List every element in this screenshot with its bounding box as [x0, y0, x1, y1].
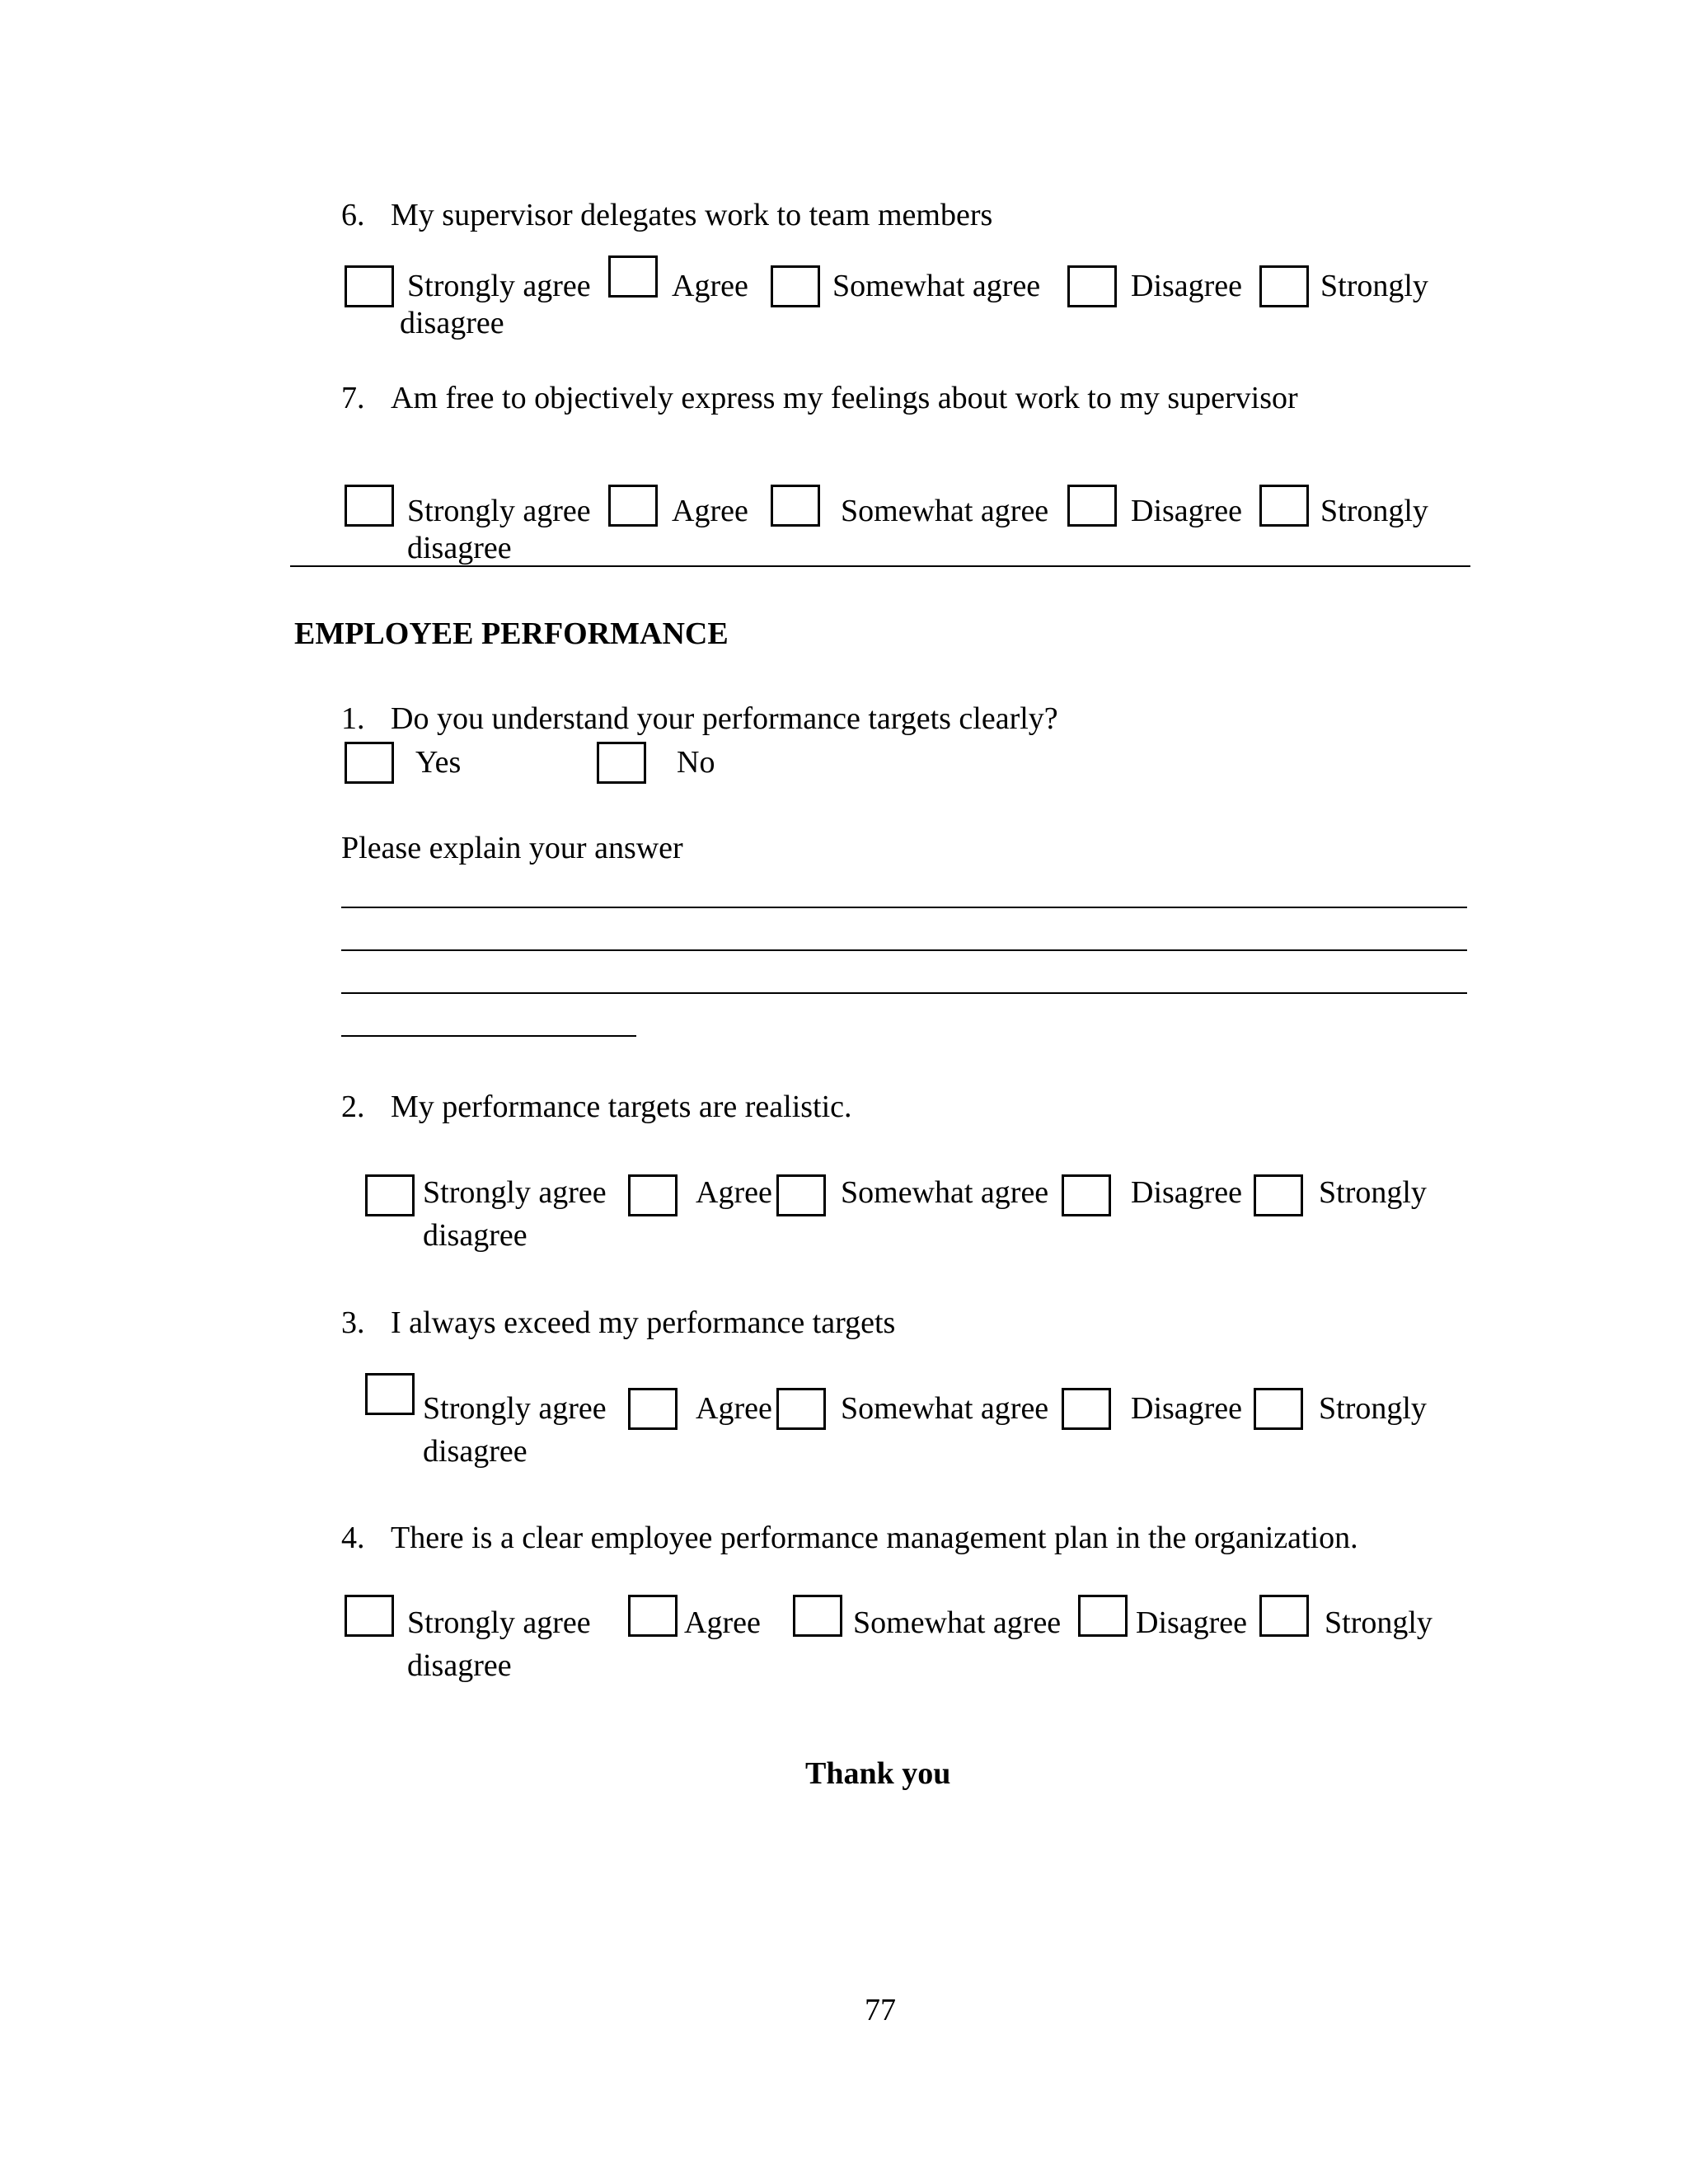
question-text: There is a clear employee performance management plan in the organization. — [391, 1521, 1358, 1555]
option-label: Strongly — [1320, 269, 1428, 303]
checkbox-somewhat-agree[interactable] — [793, 1595, 842, 1637]
closing-text: Thank you — [805, 1756, 951, 1791]
option-label: Somewhat agree — [841, 494, 1049, 528]
question-number: 4. — [341, 1521, 365, 1555]
option-label: Somewhat agree — [841, 1391, 1049, 1426]
option-label: Strongly agree — [407, 1605, 591, 1640]
answer-line[interactable] — [341, 992, 1467, 994]
option-label: Somewhat agree — [853, 1605, 1062, 1640]
checkbox-disagree[interactable] — [1067, 485, 1117, 527]
option-label: Strongly — [1319, 1175, 1427, 1210]
checkbox-somewhat-agree[interactable] — [771, 485, 820, 527]
section-heading: EMPLOYEE PERFORMANCE — [294, 616, 729, 651]
answer-line[interactable] — [341, 949, 1467, 951]
question-text: My performance targets are realistic. — [391, 1090, 852, 1124]
option-label-wrap: disagree — [407, 1648, 512, 1683]
option-label: Agree — [672, 494, 748, 528]
answer-line[interactable] — [341, 1035, 636, 1037]
option-label: Strongly agree — [423, 1391, 607, 1426]
page-number: 77 — [865, 1993, 896, 2027]
question-number: 3. — [341, 1305, 365, 1340]
option-label: No — [677, 745, 715, 780]
question-text: My supervisor delegates work to team members — [391, 198, 993, 232]
option-label: Disagree — [1131, 1175, 1243, 1210]
option-label: Disagree — [1131, 494, 1243, 528]
checkbox-strongly-agree[interactable] — [365, 1373, 415, 1415]
option-label: Strongly — [1320, 494, 1428, 528]
option-label: Disagree — [1131, 269, 1243, 303]
option-label: Disagree — [1131, 1391, 1243, 1426]
question-text: Do you understand your performance targets clearly? — [391, 701, 1058, 736]
option-label: Agree — [684, 1605, 761, 1640]
checkbox-disagree[interactable] — [1078, 1595, 1128, 1637]
option-label-wrap: disagree — [423, 1434, 528, 1469]
section-divider — [290, 565, 1470, 567]
option-label: Agree — [696, 1175, 772, 1210]
checkbox-strongly-disagree[interactable] — [1259, 265, 1309, 307]
checkbox-strongly-agree[interactable] — [345, 1595, 394, 1637]
checkbox-somewhat-agree[interactable] — [776, 1174, 826, 1216]
option-label: Yes — [415, 745, 462, 780]
question-number: 6. — [341, 198, 365, 232]
option-label-wrap: disagree — [407, 531, 512, 565]
checkbox-strongly-agree[interactable] — [345, 485, 394, 527]
question-number: 2. — [341, 1090, 365, 1124]
option-label: Agree — [672, 269, 748, 303]
option-label: Somewhat agree — [841, 1175, 1049, 1210]
checkbox-strongly-agree[interactable] — [365, 1174, 415, 1216]
checkbox-agree[interactable] — [628, 1388, 678, 1430]
checkbox-somewhat-agree[interactable] — [776, 1388, 826, 1430]
option-label-wrap: disagree — [423, 1218, 528, 1253]
option-label-wrap: disagree — [400, 306, 504, 340]
checkbox-disagree[interactable] — [1067, 265, 1117, 307]
checkbox-no[interactable] — [597, 742, 646, 784]
option-label: Agree — [696, 1391, 772, 1426]
checkbox-strongly-disagree[interactable] — [1254, 1388, 1303, 1430]
question-text: Am free to objectively express my feelings about work to my supervisor — [391, 381, 1298, 415]
checkbox-disagree[interactable] — [1062, 1388, 1111, 1430]
checkbox-strongly-disagree[interactable] — [1259, 485, 1309, 527]
option-label: Strongly — [1325, 1605, 1432, 1640]
checkbox-somewhat-agree[interactable] — [771, 265, 820, 307]
checkbox-strongly-agree[interactable] — [345, 265, 394, 307]
option-label: Strongly agree — [423, 1175, 607, 1210]
option-label: Strongly — [1319, 1391, 1427, 1426]
question-number: 1. — [341, 701, 365, 736]
checkbox-agree[interactable] — [608, 485, 658, 527]
option-label: Strongly agree — [407, 494, 591, 528]
answer-line[interactable] — [341, 907, 1467, 908]
checkbox-disagree[interactable] — [1062, 1174, 1111, 1216]
option-label: Somewhat agree — [832, 269, 1041, 303]
question-number: 7. — [341, 381, 365, 415]
checkbox-agree[interactable] — [608, 255, 658, 298]
checkbox-strongly-disagree[interactable] — [1254, 1174, 1303, 1216]
checkbox-agree[interactable] — [628, 1595, 678, 1637]
checkbox-agree[interactable] — [628, 1174, 678, 1216]
checkbox-yes[interactable] — [345, 742, 394, 784]
explain-label: Please explain your answer — [341, 831, 683, 865]
option-label: Disagree — [1136, 1605, 1248, 1640]
checkbox-strongly-disagree[interactable] — [1259, 1595, 1309, 1637]
question-text: I always exceed my performance targets — [391, 1305, 896, 1340]
option-label: Strongly agree — [407, 269, 591, 303]
